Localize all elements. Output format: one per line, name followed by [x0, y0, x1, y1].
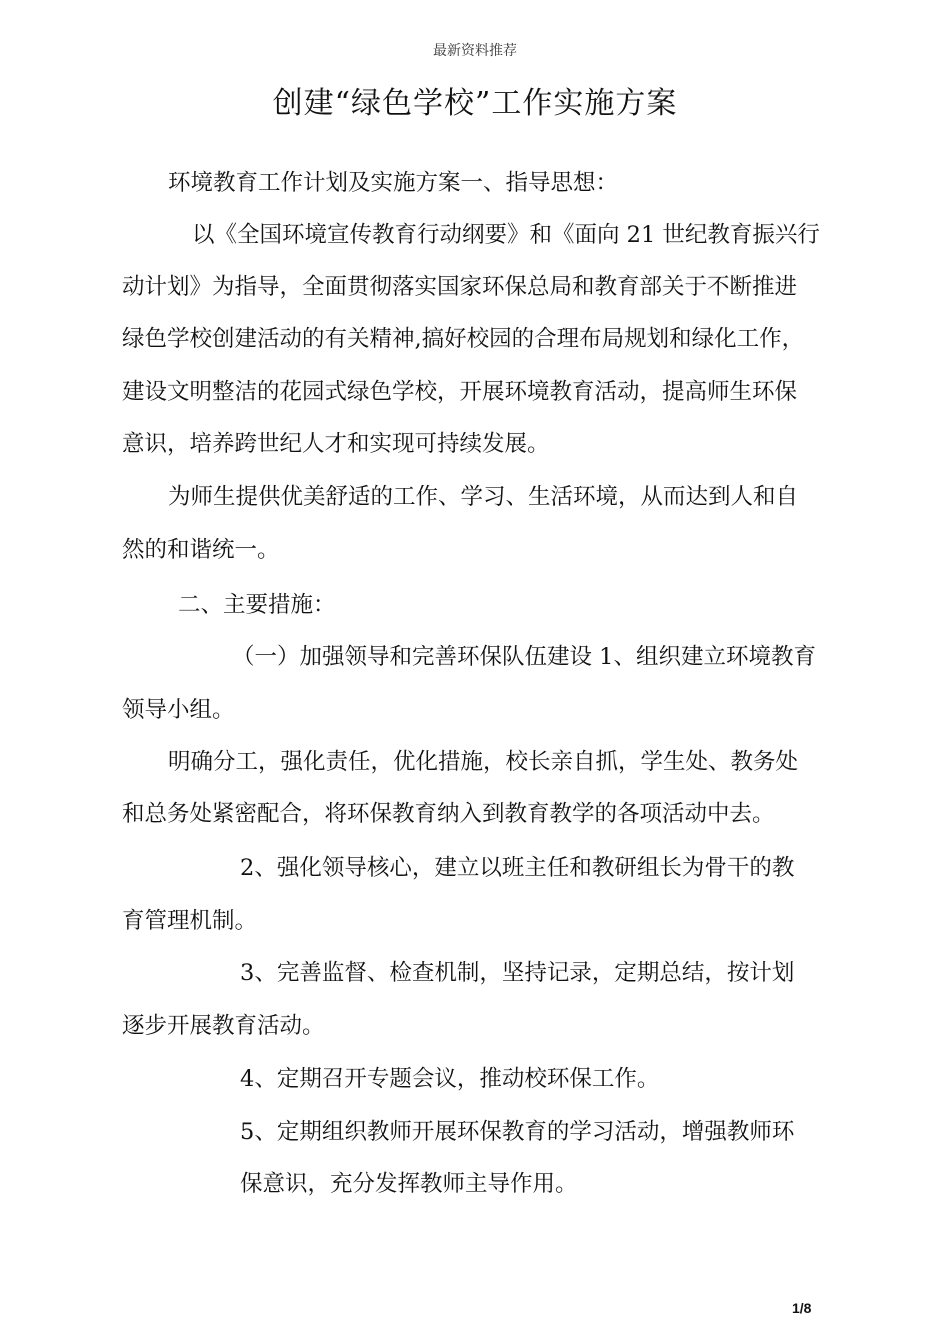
- body-line: （一）加强领导和完善环保队伍建设 1、组织建立环境教育: [232, 644, 816, 670]
- body-line: 明确分工，强化责任，优化措施，校长亲自抓，学生处、教务处: [168, 749, 799, 775]
- body-line: 保意识，充分发挥教师主导作用。: [240, 1171, 578, 1197]
- page-number: 1/8: [792, 1300, 812, 1316]
- body-line: 领导小组。: [122, 697, 235, 723]
- body-line: 4、定期召开专题会议，推动校环保工作。: [240, 1066, 660, 1092]
- body-line: 为师生提供优美舒适的工作、学习、生活环境，从而达到人和自: [168, 484, 799, 510]
- document-title: 创建“绿色学校”工作实施方案: [272, 86, 678, 121]
- body-line: 育管理机制。: [122, 908, 258, 934]
- body-line: 以《全国环境宣传教育行动纲要》和《面向 21 世纪教育振兴行: [192, 222, 820, 248]
- body-line: 和总务处紧密配合，将环保教育纳入到教育教学的各项活动中去。: [122, 801, 775, 827]
- body-line: 逐步开展教育活动。: [122, 1013, 325, 1039]
- body-line: 绿色学校创建活动的有关精神,搞好校园的合理布局规划和绿化工作，: [122, 326, 805, 352]
- body-line: 5、定期组织教师开展环保教育的学习活动，增强教师环: [240, 1119, 795, 1145]
- body-line: 意识，培养跨世纪人才和实现可持续发展。: [122, 431, 550, 457]
- page-header: 最新资料推荐: [433, 43, 517, 59]
- body-line: 环境教育工作计划及实施方案一、指导思想：: [168, 170, 619, 196]
- body-line: 2、强化领导核心，建立以班主任和教研组长为骨干的教: [240, 855, 795, 881]
- body-line: 3、完善监督、检查机制，坚持记录，定期总结，按计划: [240, 960, 795, 986]
- body-line: 动计划》为指导，全面贯彻落实国家环保总局和教育部关于不断推进: [122, 274, 798, 300]
- section-heading: 二、主要措施：: [178, 592, 336, 618]
- body-line: 建设文明整洁的花园式绿色学校，开展环境教育活动，提高师生环保: [122, 379, 798, 405]
- body-line: 然的和谐统一。: [122, 537, 280, 563]
